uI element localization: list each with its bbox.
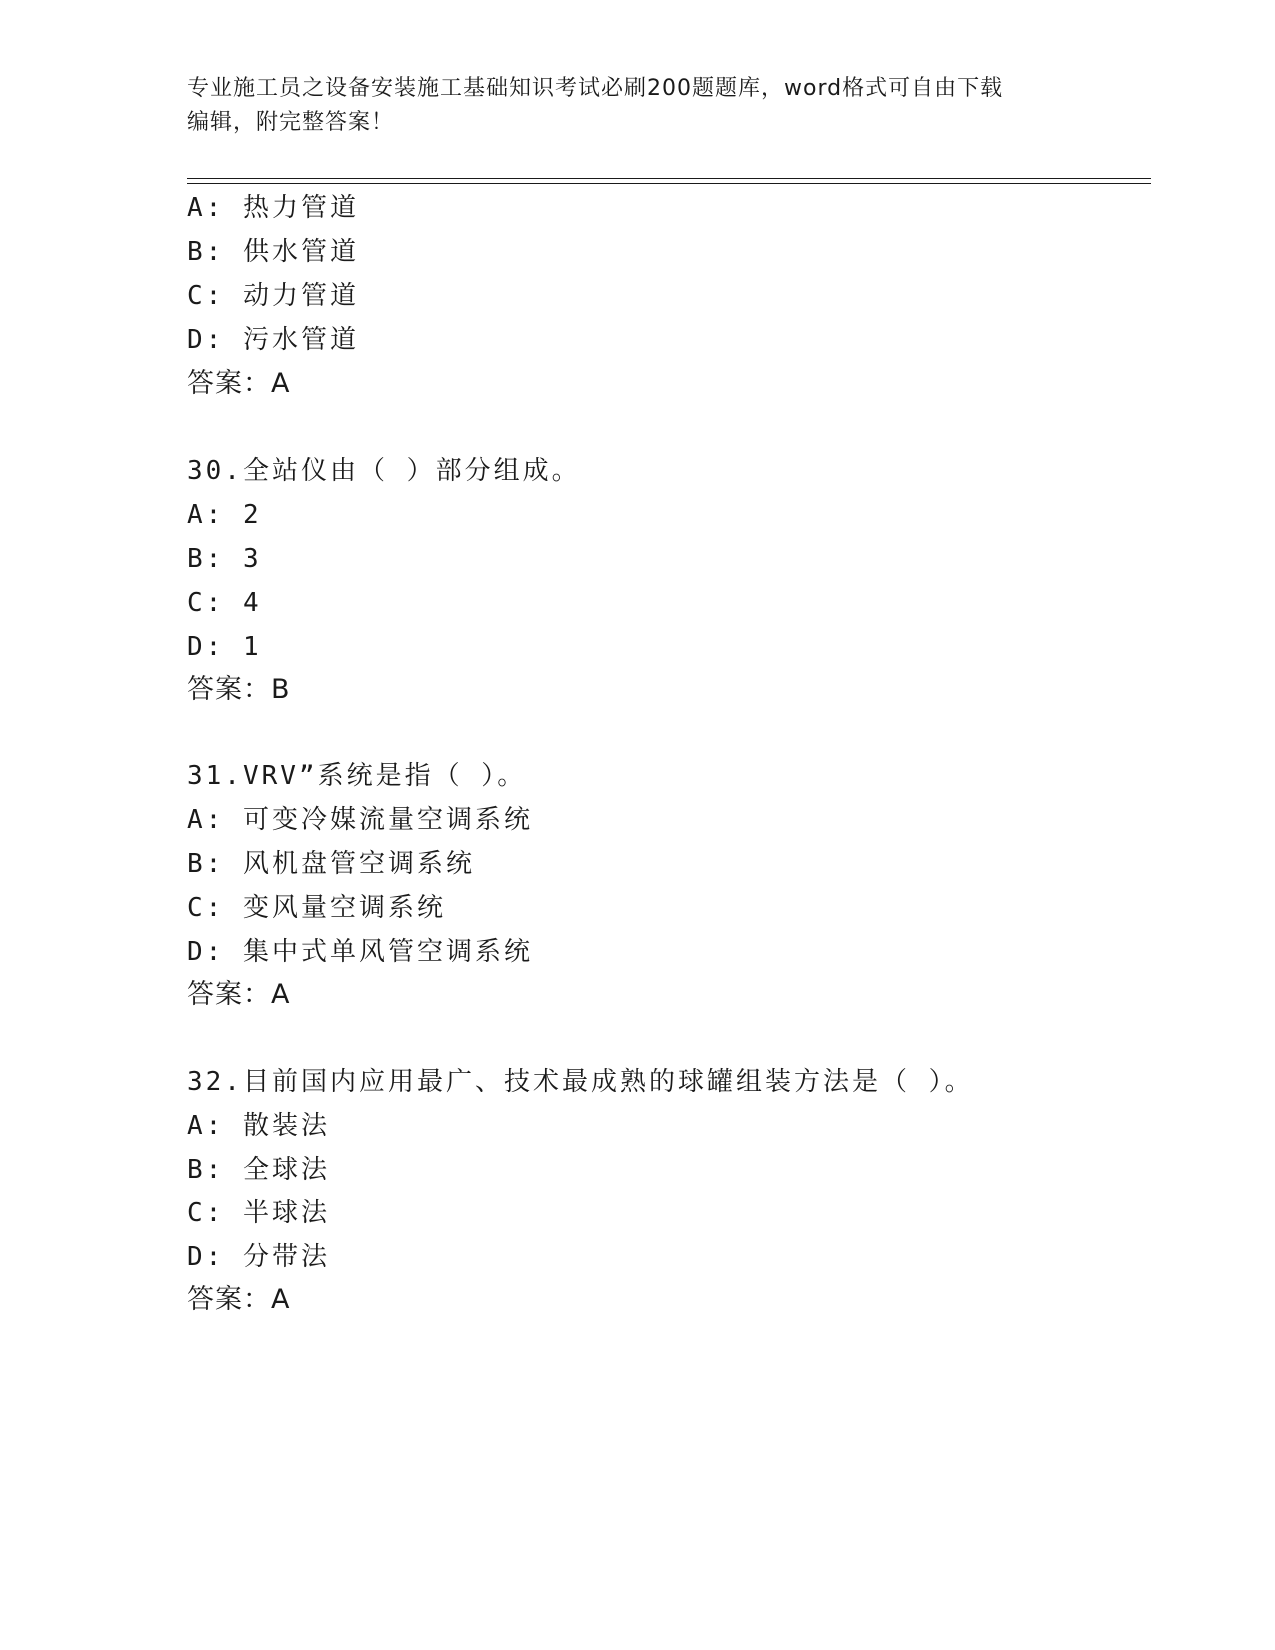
q30-question: 30.全站仪由（ ）部分组成。 bbox=[187, 456, 581, 486]
q30-option-a: A: 2 bbox=[187, 500, 262, 530]
q32-question: 32.目前国内应用最广、技术最成熟的球罐组装方法是（ ）。 bbox=[187, 1067, 974, 1097]
q29-option-b: B: 供水管道 bbox=[187, 237, 359, 267]
header-title-line-2: 编辑，附完整答案！ bbox=[187, 110, 395, 135]
q31-option-c: C: 变风量空调系统 bbox=[187, 893, 446, 923]
document-header bbox=[187, 72, 1067, 140]
q31-option-d: D: 集中式单风管空调系统 bbox=[187, 937, 533, 967]
q32-option-b: B: 全球法 bbox=[187, 1155, 330, 1185]
q29-option-a: A: 热力管道 bbox=[187, 193, 359, 223]
header-divider-bottom bbox=[187, 183, 1151, 184]
q30-option-b: B: 3 bbox=[187, 544, 262, 574]
q32-option-a: A: 散装法 bbox=[187, 1111, 330, 1141]
q32-option-c: C: 半球法 bbox=[187, 1198, 330, 1228]
q30-option-d: D: 1 bbox=[187, 632, 262, 662]
q30-option-c: C: 4 bbox=[187, 588, 262, 618]
q29-answer: 答案：A bbox=[187, 368, 291, 399]
q32-answer: 答案：A bbox=[187, 1284, 291, 1315]
q29-option-c: C: 动力管道 bbox=[187, 281, 359, 311]
header-title-line-1: 专业施工员之设备安装施工基础知识考试必刷200题题库，word格式可自由下载 bbox=[187, 76, 1004, 101]
q32-option-d: D: 分带法 bbox=[187, 1242, 330, 1272]
header-divider-top bbox=[187, 178, 1151, 179]
q31-option-a: A: 可变冷媒流量空调系统 bbox=[187, 805, 533, 835]
q31-question: 31.VRV”系统是指（ ）。 bbox=[187, 761, 527, 791]
q30-answer: 答案：B bbox=[187, 674, 291, 705]
q29-option-d: D: 污水管道 bbox=[187, 325, 359, 355]
q31-answer: 答案：A bbox=[187, 979, 291, 1010]
q31-option-b: B: 风机盘管空调系统 bbox=[187, 849, 475, 879]
